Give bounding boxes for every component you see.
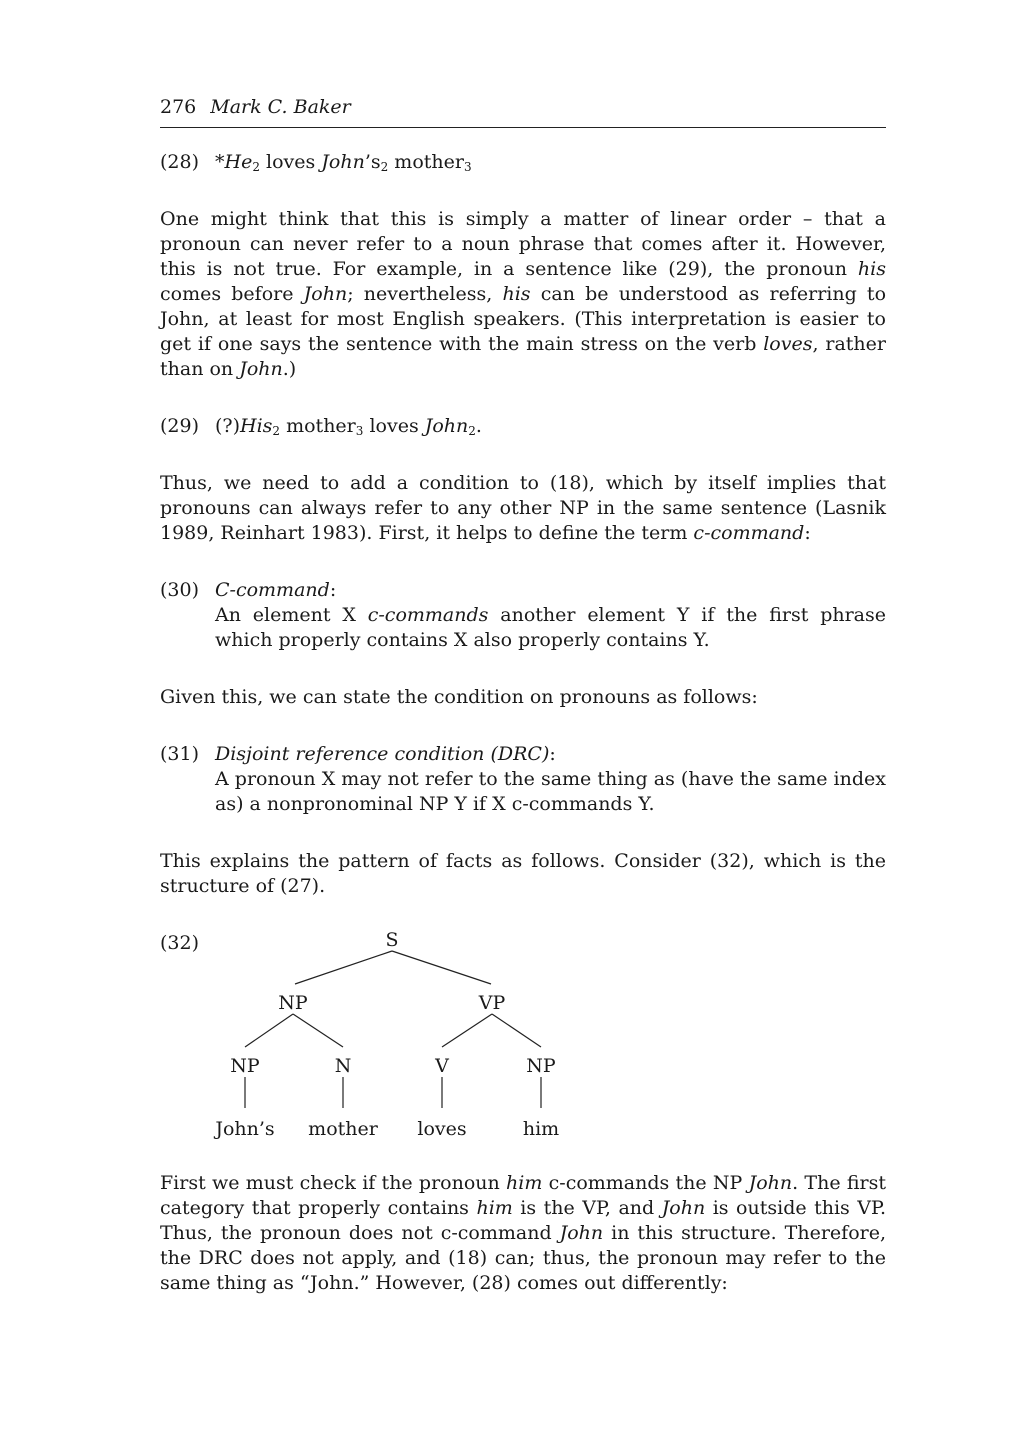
node-vp: VP	[478, 992, 506, 1014]
branch-vp-np	[492, 1014, 541, 1047]
definition-body: An element X c-commands another element Y if the first phrase which properly contains X also properly contains Y.	[215, 604, 886, 651]
leaf-johns: John’s	[215, 1118, 275, 1140]
paragraph-linear-order: One might think that this is simply a matter of linear order – that a pronoun can never refer to a noun phrase that comes after it. However, this is not true. For example, in a sentence like (29), the pronoun his comes before John; nevertheless, his can be understood as referring to John, at least for most English speakers. (This interpretation is easier to get if one says the sentence with the main stress on the verb loves, rather than on John.)	[160, 208, 887, 380]
page-number: 276	[160, 96, 197, 118]
example-sentence: (?)His$_2$ mother$_3$ loves John$_2$.	[215, 415, 482, 438]
definition-c-command: C-command: An element X c-commands another element Y if the first phrase which properly contains X also properly contains Y.	[215, 579, 886, 651]
example-sentence: $*He_2$ loves $John’s_2$ mother$_3$	[215, 151, 472, 174]
branch-np-np	[245, 1014, 293, 1047]
running-header	[160, 92, 886, 128]
example-29	[160, 414, 886, 439]
paragraph-condition: Thus, we need to add a condition to (18), which by itself implies that pronouns can always refer to any other NP in the same sentence (Lasnik 1989, Reinhart 1983). First, it helps to define the term c-command:	[160, 472, 886, 544]
page	[160, 92, 886, 1296]
example-30	[160, 578, 886, 653]
example-28	[160, 150, 886, 175]
definition-title: Disjoint reference condition (DRC)	[215, 743, 550, 765]
example-number: (32)	[160, 932, 200, 954]
example-32	[160, 931, 886, 1161]
example-number: (30)	[160, 579, 200, 601]
branch-s-np	[295, 951, 392, 984]
node-v: V	[435, 1055, 449, 1077]
definition-body: A pronoun X may not refer to the same thing as (have the same index as) a nonpronominal NP Y if X c-commands Y.	[215, 768, 886, 815]
paragraph-check: First we must check if the pronoun him c-commands the NP John. The first category that properly contains him is the VP, and John is outside this VP. Thus, the pronoun does not c-command John in this structure. Therefore, the DRC does not apply, and (18) can; thus, the pronoun may refer to the same thing as “John.” However, (28) comes out differently:	[160, 1172, 886, 1294]
syntax-tree	[160, 931, 886, 1161]
leaf-him: him	[522, 1118, 560, 1140]
paragraph-pattern: This explains the pattern of facts as follows. Consider (32), which is the structure of (27).	[160, 850, 886, 897]
leaf-mother: mother	[308, 1118, 378, 1140]
node-s: S	[385, 931, 399, 951]
node-np-object: NP	[526, 1055, 556, 1077]
paragraph-given-this: Given this, we can state the condition on pronouns as follows:	[160, 686, 758, 708]
example-number: (29)	[160, 415, 200, 437]
definition-title: C-command	[215, 579, 330, 601]
node-np-possessor: NP	[230, 1055, 260, 1077]
branch-s-vp	[392, 951, 491, 984]
example-number: (28)	[160, 151, 200, 173]
leaf-loves: loves	[417, 1118, 467, 1140]
branch-vp-v	[442, 1014, 492, 1047]
example-number: (31)	[160, 743, 200, 765]
branch-np-n	[293, 1014, 343, 1047]
node-np-subject: NP	[278, 992, 308, 1014]
example-31	[160, 742, 886, 817]
node-n: N	[334, 1055, 352, 1077]
running-author: Mark C. Baker	[210, 96, 351, 118]
definition-drc: Disjoint reference condition (DRC): A pronoun X may not refer to the same thing as (have the same index as) a nonpronominal NP Y if X c-commands Y.	[215, 743, 886, 815]
